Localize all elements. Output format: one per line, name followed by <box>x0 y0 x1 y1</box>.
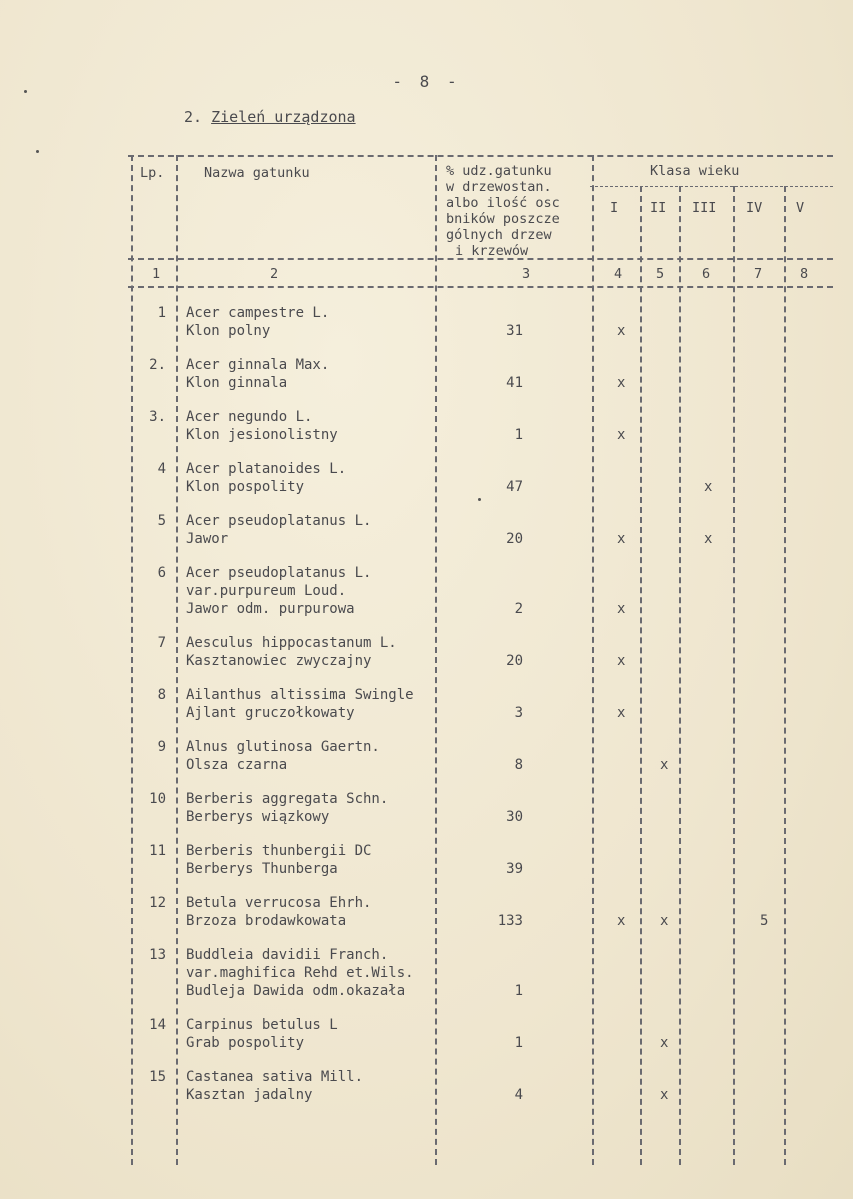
latin-name: Berberis thunbergii DC <box>186 843 372 859</box>
share-value: 41 <box>506 375 523 391</box>
header-lp: Lp. <box>140 165 165 181</box>
col-number-5: 5 <box>656 266 665 282</box>
row-number: 10 <box>149 791 166 807</box>
col-divider-iii <box>733 186 735 1165</box>
col-number-2: 2 <box>270 266 279 282</box>
polish-name: Brzoza brodawkowata <box>186 913 347 929</box>
share-value: 30 <box>506 809 523 825</box>
row-number: 12 <box>149 895 166 911</box>
section-number: 2. <box>184 108 203 126</box>
age-class-mark-iv: 5 <box>760 913 769 929</box>
row-number: 1 <box>157 305 166 321</box>
share-value: 1 <box>514 1035 523 1051</box>
row-number: 14 <box>149 1017 166 1033</box>
paper-speck <box>36 150 39 153</box>
age-class-mark-ii: x <box>660 1035 669 1051</box>
header-age-v: V <box>796 200 805 216</box>
share-value: 31 <box>506 323 523 339</box>
latin-name: Betula verrucosa Ehrh. <box>186 895 372 911</box>
age-class-mark-i: x <box>617 427 626 443</box>
polish-name: Jawor <box>186 531 229 547</box>
row-number: 7 <box>157 635 166 651</box>
col-number-7: 7 <box>754 266 763 282</box>
column-number-border <box>128 286 833 288</box>
share-value: 8 <box>514 757 523 773</box>
polish-name: Jawor odm. purpurowa <box>186 601 355 617</box>
latin-name-variety: var.maghifica Rehd et.Wils. <box>186 965 414 981</box>
share-value: 133 <box>497 913 523 929</box>
paper-speck <box>478 498 481 501</box>
col-number-6: 6 <box>702 266 711 282</box>
latin-name: Acer pseudoplatanus L. <box>186 565 372 581</box>
row-number: 4 <box>157 461 166 477</box>
latin-name: Ailanthus altissima Swingle <box>186 687 414 703</box>
share-value: 47 <box>506 479 523 495</box>
section-title: Zieleń urządzona <box>211 108 356 126</box>
header-share-2: w drzewostan. <box>446 179 552 195</box>
header-name: Nazwa gatunku <box>204 165 310 181</box>
header-age-iv: IV <box>746 200 763 216</box>
share-value: 39 <box>506 861 523 877</box>
header-age-iii: III <box>692 200 717 216</box>
header-share-1: % udz.gatunku <box>446 163 552 179</box>
latin-name: Carpinus betulus L <box>186 1017 338 1033</box>
latin-name: Acer campestre L. <box>186 305 330 321</box>
share-value: 1 <box>514 983 523 999</box>
col-number-1: 1 <box>152 266 161 282</box>
header-share-6: i krzewów <box>455 243 529 259</box>
col-divider-name <box>435 155 437 1165</box>
polish-name: Budleja Dawida odm.okazała <box>186 983 406 999</box>
age-class-mark-iii: x <box>704 479 713 495</box>
age-class-mark-i: x <box>617 601 626 617</box>
header-share-4: bników poszcze <box>446 211 560 227</box>
latin-name: Buddleia davidii Franch. <box>186 947 389 963</box>
col-divider-share <box>592 155 594 1165</box>
share-value: 4 <box>514 1087 523 1103</box>
row-number: 13 <box>149 947 166 963</box>
col-number-3: 3 <box>522 266 531 282</box>
age-class-mark-i: x <box>617 323 626 339</box>
share-value: 20 <box>506 531 523 547</box>
share-value: 1 <box>514 427 523 443</box>
row-number: 11 <box>149 843 166 859</box>
latin-name-variety: var.purpureum Loud. <box>186 583 347 599</box>
age-class-mark-i: x <box>617 375 626 391</box>
age-class-mark-ii: x <box>660 757 669 773</box>
latin-name: Alnus glutinosa Gaertn. <box>186 739 380 755</box>
latin-name: Berberis aggregata Schn. <box>186 791 389 807</box>
share-value: 3 <box>514 705 523 721</box>
share-value: 20 <box>506 653 523 669</box>
section-heading <box>184 108 356 126</box>
row-number: 9 <box>157 739 166 755</box>
age-class-mark-ii: x <box>660 1087 669 1103</box>
polish-name: Grab pospolity <box>186 1035 305 1051</box>
col-number-4: 4 <box>614 266 623 282</box>
polish-name: Berberys wiązkowy <box>186 809 330 825</box>
col-divider-i <box>640 186 642 1165</box>
latin-name: Acer ginnala Max. <box>186 357 330 373</box>
row-number: 8 <box>157 687 166 703</box>
col-divider-ii <box>679 186 681 1165</box>
col-divider-lp <box>176 155 178 1165</box>
polish-name: Klon jesionolistny <box>186 427 338 443</box>
table-top-border <box>128 155 833 157</box>
polish-name: Kasztanowiec zwyczajny <box>186 653 372 669</box>
age-class-mark-ii: x <box>660 913 669 929</box>
latin-name: Acer negundo L. <box>186 409 313 425</box>
polish-name: Klon polny <box>186 323 271 339</box>
col-divider-iv <box>784 186 786 1165</box>
latin-name: Acer pseudoplatanus L. <box>186 513 372 529</box>
latin-name: Acer platanoides L. <box>186 461 347 477</box>
row-number: 15 <box>149 1069 166 1085</box>
polish-name: Klon ginnala <box>186 375 288 391</box>
row-number: 6 <box>157 565 166 581</box>
row-number: 5 <box>157 513 166 529</box>
polish-name: Olsza czarna <box>186 757 288 773</box>
latin-name: Castanea sativa Mill. <box>186 1069 364 1085</box>
age-class-mark-i: x <box>617 913 626 929</box>
header-share-3: albo ilość osc <box>446 195 560 211</box>
header-age-i: I <box>610 200 619 216</box>
polish-name: Ajlant gruczołkowaty <box>186 705 355 721</box>
col-number-8: 8 <box>800 266 809 282</box>
age-class-mark-i: x <box>617 531 626 547</box>
row-number: 2. <box>149 357 166 373</box>
age-class-mark-i: x <box>617 653 626 669</box>
header-age-ii: II <box>650 200 667 216</box>
page-number: - 8 - <box>392 72 461 91</box>
header-share-5: gólnych drzew <box>446 227 552 243</box>
polish-name: Berberys Thunberga <box>186 861 338 877</box>
age-class-mark-i: x <box>617 705 626 721</box>
latin-name: Aesculus hippocastanum L. <box>186 635 397 651</box>
age-class-divider <box>590 186 833 187</box>
polish-name: Kasztan jadalny <box>186 1087 313 1103</box>
age-class-mark-iii: x <box>704 531 713 547</box>
header-age-class: Klasa wieku <box>650 163 740 179</box>
polish-name: Klon pospolity <box>186 479 305 495</box>
share-value: 2 <box>514 601 523 617</box>
row-number: 3. <box>149 409 166 425</box>
